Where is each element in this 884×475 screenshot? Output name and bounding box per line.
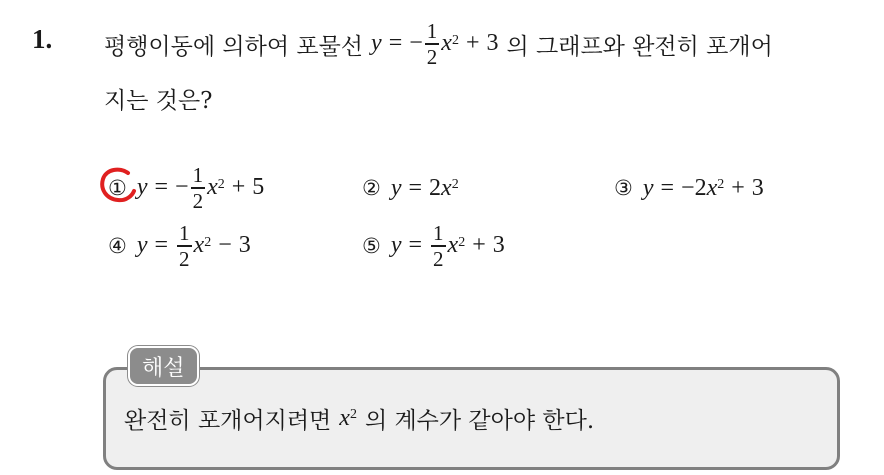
choice-1[interactable] [108,160,264,216]
fraction: $\frac{1}{2}$ [433,221,444,271]
choice-marker: ① [108,176,127,200]
question-text-part-1: 평행이동에 의하여 포물선 [104,33,364,60]
choice-marker: ② [362,176,381,200]
choice-equation: y = $\frac{1}{2}$ x $^2$ − 3 [136,221,251,271]
question-text-line-1 [104,16,773,72]
fraction: $\frac{1}{2}$ [426,19,438,69]
choice-marker: ③ [614,176,633,200]
question-number: 1. [32,24,53,54]
choice-3[interactable] [614,160,764,216]
choice-4[interactable] [108,218,251,274]
choice-equation: y = 2 x $^2$ [390,174,459,201]
question-equation: y = − $\frac{1}{2}$ x $^2$ + 3 [371,19,499,69]
explanation-tab-label: 해설 [128,346,199,386]
question-text-part-2: 의 그래프와 완전히 포개어 [506,33,773,60]
choice-2[interactable] [362,160,459,216]
choice-equation: y = − $\frac{1}{2}$ x $^2$ + 5 [136,163,265,213]
question-text-line-2: 지는 것은? [104,87,213,114]
choice-marker: ④ [108,234,127,258]
choice-equation: y = $\frac{1}{2}$ x $^2$ + 3 [390,221,505,271]
choice-5[interactable] [362,218,505,274]
fraction: $\frac{1}{2}$ [179,221,190,271]
choice-equation: y = −2 x $^2$ + 3 [642,174,764,201]
choice-marker: ⑤ [362,234,381,258]
fraction: $\frac{1}{2}$ [192,163,204,213]
explanation-text: 완전히 포개어지려면 x $^2$ 의 계수가 같아야 한다. [124,404,595,434]
